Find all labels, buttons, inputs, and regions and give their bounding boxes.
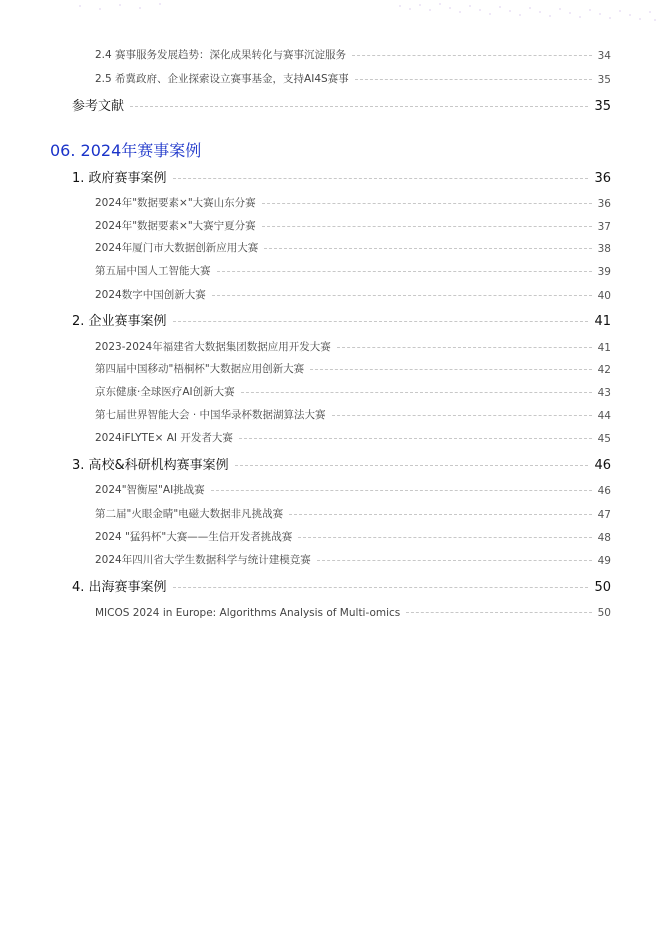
leader-dots (262, 203, 592, 204)
toc-entry-label: 3. 高校&科研机构赛事案例 (72, 458, 229, 473)
toc-entry-page: 37 (597, 221, 611, 233)
toc-entry[interactable] (95, 338, 611, 354)
leader-dots (241, 392, 592, 393)
leader-dots (262, 226, 592, 227)
toc-entry[interactable] (95, 46, 611, 62)
toc-entry[interactable] (95, 262, 611, 278)
toc-entry-label: 2024 "猛犸杯"大赛——生信开发者挑战赛 (95, 531, 293, 543)
leader-dots (310, 369, 591, 370)
toc-entry[interactable] (95, 603, 611, 619)
toc-entry-page: 49 (597, 555, 611, 567)
leader-dots (352, 55, 592, 56)
toc-references-entry[interactable] (72, 96, 611, 114)
leader-dots (173, 321, 589, 322)
toc-entry-label: 2024年厦门市大数据创新应用大赛 (95, 242, 259, 254)
leader-dots (235, 465, 589, 466)
toc-entry-label: 京东健康·全球医疗AI创新大赛 (95, 386, 235, 398)
toc-entry-page: 45 (597, 433, 611, 445)
leader-dots (217, 271, 592, 272)
toc-entry-label: 2024iFLYTE× AI 开发者大赛 (95, 432, 233, 444)
toc-entry-page: 50 (594, 580, 611, 595)
toc-entry-label: 2023-2024年福建省大数据集团数据应用开发大赛 (95, 341, 331, 353)
toc-entry-label: 1. 政府赛事案例 (72, 171, 167, 186)
toc-entry[interactable] (95, 360, 611, 376)
leader-dots (130, 106, 588, 107)
toc-entry[interactable] (95, 70, 611, 86)
leader-dots (406, 612, 591, 613)
toc-entry-page: 41 (597, 342, 611, 354)
toc-entry-label: 2.4 赛事服务发展趋势：深化成果转化与赛事沉淀服务 (95, 49, 347, 61)
header-decoration (0, 0, 662, 40)
toc-group-entry[interactable] (72, 168, 611, 186)
toc-entry[interactable] (95, 481, 611, 497)
toc-entry-page: 35 (597, 74, 611, 86)
toc-entry[interactable] (95, 505, 611, 521)
toc-entry-label: 第四届中国移动"梧桐杯"大数据应用创新大赛 (95, 363, 305, 375)
toc-entry-label: 参考文献 (72, 99, 125, 114)
toc-entry-page: 44 (597, 410, 611, 422)
leader-dots (289, 514, 591, 515)
toc-entry[interactable] (95, 551, 611, 567)
toc-entry[interactable] (95, 383, 611, 399)
leader-dots (211, 490, 592, 491)
toc-entry-page: 36 (597, 198, 611, 210)
leader-dots (264, 248, 591, 249)
toc-entry-label: 4. 出海赛事案例 (72, 580, 167, 595)
toc-group-entry[interactable] (72, 311, 611, 329)
toc-entry-label: 第五届中国人工智能大赛 (95, 265, 211, 277)
toc-entry[interactable] (95, 217, 611, 233)
toc-entry-page: 40 (597, 290, 611, 302)
toc-entry-label: 2024"智衡屋"AI挑战赛 (95, 484, 205, 496)
leader-dots (355, 79, 592, 80)
leader-dots (337, 347, 592, 348)
toc-entry-label: 2024年"数据要素×"大赛山东分赛 (95, 197, 256, 209)
leader-dots (239, 438, 592, 439)
toc-entry-page: 50 (597, 607, 611, 619)
toc-entry-page: 47 (597, 509, 611, 521)
toc-group-entry[interactable] (72, 577, 611, 595)
leader-dots (173, 587, 589, 588)
toc-entry-page: 46 (597, 485, 611, 497)
toc-entry-label: 第七届世界智能大会 · 中国华录杯数据湖算法大赛 (95, 409, 326, 421)
toc-entry-page: 36 (594, 171, 611, 186)
leader-dots (212, 295, 592, 296)
toc-entry[interactable] (95, 239, 611, 255)
section-title[interactable]: 06. 2024年赛事案例 (50, 141, 202, 160)
toc-entry[interactable] (95, 286, 611, 302)
leader-dots (317, 560, 592, 561)
toc-entry-page: 41 (594, 314, 611, 329)
toc-entry-label: 2024年四川省大学生数据科学与统计建模竞赛 (95, 554, 311, 566)
toc-entry-label: 2024年"数据要素×"大赛宁夏分赛 (95, 220, 256, 232)
toc-entry-label: 第二届"火眼金睛"电磁大数据非凡挑战赛 (95, 508, 284, 520)
toc-entry-label: 2.5 希冀政府、企业探索设立赛事基金，支持AI4S赛事 (95, 73, 349, 85)
toc-entry-label: 2024数字中国创新大赛 (95, 289, 206, 301)
toc-entry-page: 46 (594, 458, 611, 473)
toc-entry-page: 38 (597, 243, 611, 255)
toc-entry-page: 35 (594, 99, 611, 114)
toc-entry[interactable] (95, 429, 611, 445)
toc-entry-page: 43 (597, 387, 611, 399)
toc-group-entry[interactable] (72, 455, 611, 473)
toc-entry-page: 48 (597, 532, 611, 544)
leader-dots (332, 415, 592, 416)
toc-entry[interactable] (95, 528, 611, 544)
leader-dots (173, 178, 589, 179)
toc-entry-label: MICOS 2024 in Europe: Algorithms Analysis of Multi-omics (95, 607, 401, 619)
toc-entry[interactable] (95, 194, 611, 210)
toc-entry-page: 39 (597, 266, 611, 278)
toc-entry-page: 34 (597, 50, 611, 62)
toc-entry[interactable] (95, 406, 611, 422)
toc-entry-label: 2. 企业赛事案例 (72, 314, 167, 329)
toc-entry-page: 42 (597, 364, 611, 376)
leader-dots (298, 537, 591, 538)
